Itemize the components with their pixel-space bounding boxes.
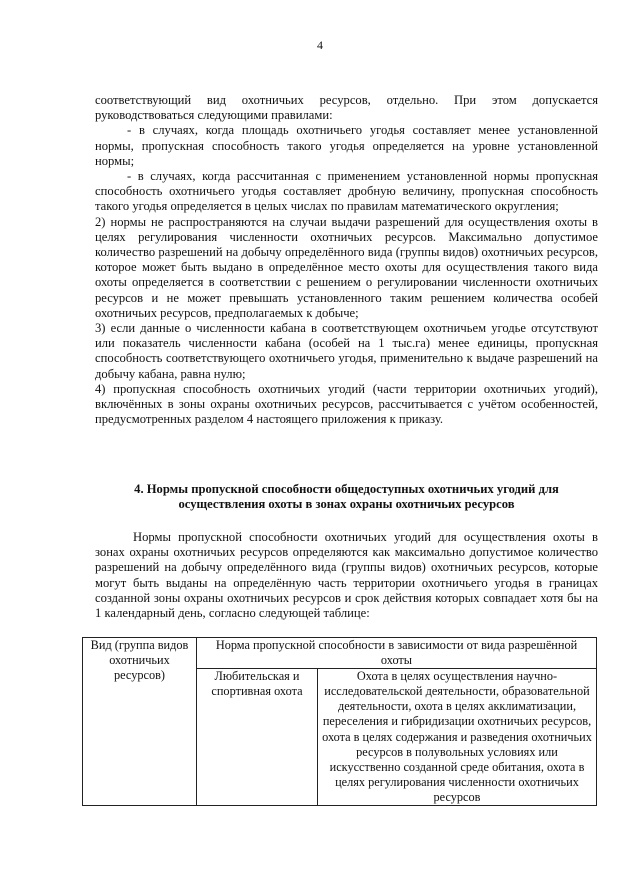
section-4-heading: 4. Нормы пропускной способности общедоступных охотничьих угодий для осуществления охоты в зонах охраны охотничьих ресурсов [134, 482, 559, 512]
list-item-4: 4) пропускная способность охотничьих угодий (части территории охотничьих угодий), включённых в зоны охраны охотничьих ресурсов, рассчитывается с учётом особенностей, предусмотренных разделом 4 настоящего приложения к приказу. [95, 381, 598, 427]
rules-section [95, 93, 598, 427]
list-item-3: 3) если данные о численности кабана в соответствующем охотничьем угодье отсутствуют или показатель численности кабана (особей на 1 тыс.га) менее единицы, пропускная способность соответствующего охотничьего угодья, применительно к выдаче разрешений на добычу кабана, равна нулю; [95, 321, 598, 381]
header-species: Вид (группа видов охотничьих ресурсов) [83, 638, 197, 806]
norms-table [82, 637, 597, 806]
section-4-body [95, 530, 598, 621]
list-item-2: 2) нормы не распространяются на случаи выдачи разрешений для осуществления охоты в целях регулирования численности охотничьих ресурсов. Максимально допустимое количество разрешений на добычу определённого вида (группы видов) охотничьих ресурсов, которое может быть выдано в определённое место охоты для осуществления такого вида охоты определяется в соответствии с решением о регулировании численности охотничьих ресурсов и не может превышать установленного таким решением количества особей охотничьих ресурсов, предполагаемых к добыче; [95, 214, 598, 320]
bullet-fractional-value: - в случаях, когда рассчитанная с применением установленной нормы пропускная способность охотничьего угодья составляет дробную величину, пропускная способность такого угодья определяется в целых числах по правилам математического округления; [95, 169, 598, 214]
paragraph-intro: соответствующий вид охотничьих ресурсов, отдельно. При этом допускается руководствоваться следующими правилами: [95, 93, 598, 123]
header-amateur-sport-hunting: Любительская и спортивная охота [197, 669, 318, 806]
table-header-row [83, 638, 597, 669]
header-special-purpose-hunting: Охота в целях осуществления научно-исследовательской деятельности, образовательной деятельности, охота в целях акклиматизации, переселения и гибридизации охотничьих ресурсов, охота в целях содержания и разведения охотничьих ресурсов в полувольных условиях или искусственно созданной среде обитания, охота в целях регулирования численности охотничьих ресурсов [318, 669, 597, 806]
section-4-paragraph: Нормы пропускной способности охотничьих угодий для осуществления охоты в зонах охраны охотничьих ресурсов определяются как максимально допустимое количество разрешений на добычу определённого вида (группы видов) охотничьих ресурсов, которые могут быть выданы на определённую часть территории охотничьего угодья в границах созданной зоны охраны охотничьих ресурсов и срок действия которых совпадает хотя бы на 1 календарный день, согласно следующей таблице: [95, 530, 598, 621]
bullet-area-below-norm: - в случаях, когда площадь охотничьего угодья составляет менее установленной нормы, пропускная способность такого угодья определяется на уровне установленной нормы; [95, 123, 598, 168]
header-norm: Норма пропускной способности в зависимости от вида разрешённой охоты [197, 638, 597, 669]
page-number: 4 [317, 38, 323, 52]
